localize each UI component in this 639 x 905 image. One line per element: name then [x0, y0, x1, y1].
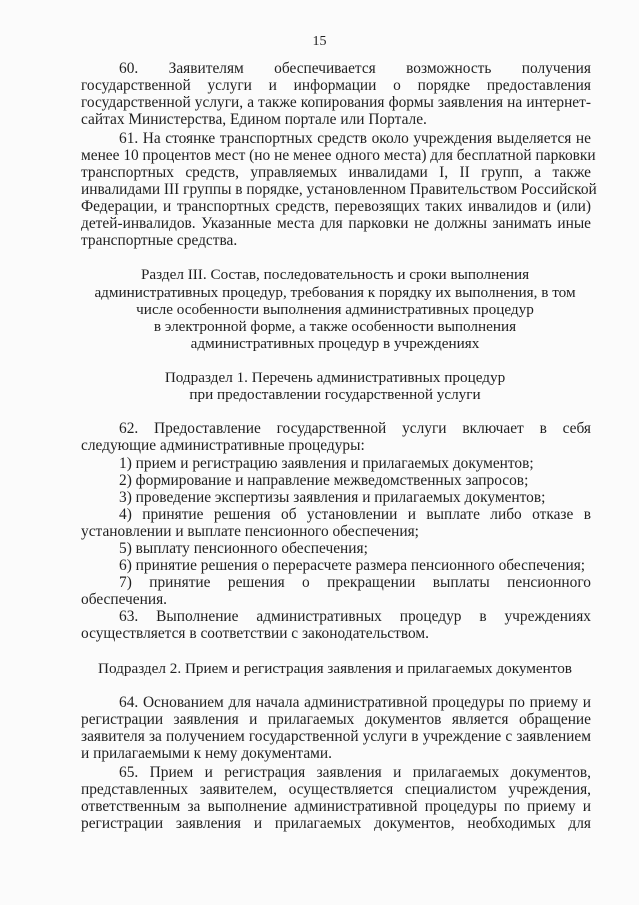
text-line: 65. Прием и регистрация заявления и прилагаемых документов, [119, 764, 591, 781]
text-line: осуществляется в соответствии с законодательством. [81, 625, 429, 642]
text-line: детей-инвалидов. Указанные места для парковки не должны занимать иные [81, 215, 591, 232]
text-line: следующие административные процедуры: [81, 437, 365, 454]
text-line: 63. Выполнение административных процедур в учреждениях [119, 608, 591, 625]
heading-line: в электронной форме, а также особенности выполнения [153, 318, 517, 335]
text-line: заявителя за получением государственной услуги в учреждение с заявлением [81, 728, 591, 745]
text-line: сайтах Министерства, Едином портале или Портале. [81, 111, 427, 128]
heading-line: Раздел III. Состав, последовательность и сроки выполнения [140, 266, 530, 283]
text-line: и прилагаемыми к нему документами. [81, 745, 332, 762]
text-line: менее 10 процентов мест (но не менее одного места) для бесплатной парковки [81, 147, 596, 164]
text-line: транспортных средств, управляемых инвалидами I, II групп, а также [81, 164, 591, 181]
list-item: 7) принятие решения о прекращении выплаты пенсионного [119, 574, 591, 591]
list-item: 3) проведение экспертизы заявления и прилагаемых документов; [119, 489, 546, 506]
text-line: государственной услуги и информации о порядке предоставления [81, 77, 591, 94]
text-line: 60. Заявителям обеспечивается возможность получения [119, 60, 591, 77]
heading-line: административных процедур в учреждениях [190, 335, 480, 352]
list-item-continuation: обеспечения. [81, 591, 168, 608]
list-item-continuation: установлении и выплате пенсионного обеспечения; [81, 523, 419, 540]
text-line: 61. На стоянке транспортных средств около учреждения выделяется не [119, 130, 591, 147]
list-item: 4) принятие решения об установлении и выплате либо отказе в [119, 506, 591, 523]
text-line: ответственным за выполнение административной процедуры по приему и [81, 798, 591, 815]
text-line: Федерации, и транспортных средств, перевозящих таких инвалидов и (или) [81, 198, 591, 215]
text-line: 62. Предоставление государственной услуги включает в себя [119, 420, 591, 437]
heading-line: при предоставлении государственной услуги [189, 386, 481, 403]
heading-line: числе особенности выполнения административных процедур [136, 301, 534, 318]
list-item: 1) прием и регистрацию заявления и прилагаемых документов; [119, 455, 534, 472]
list-item: 6) принятие решения о перерасчете размера пенсионного обеспечения; [119, 557, 586, 574]
text-line: регистрации заявления и прилагаемых документов является обращение [81, 711, 591, 728]
text-line: транспортные средства. [81, 232, 238, 249]
heading-line: административных процедур, требования к порядку их выполнения, в том [94, 284, 576, 301]
text-line: 64. Основанием для начала административной процедуры по приему и [119, 694, 591, 711]
subsection-heading: Подраздел 2. Прием и регистрация заявления и прилагаемых документов [98, 660, 572, 677]
text-line: государственной услуги, а также копирования формы заявления на интернет- [81, 94, 591, 111]
heading-line: Подраздел 1. Перечень административных процедур [164, 369, 506, 386]
list-item: 5) выплату пенсионного обеспечения; [119, 540, 368, 557]
text-line: регистрации заявления и прилагаемых документов, необходимых для [81, 815, 591, 832]
page-number: 15 [312, 34, 327, 49]
text-line: представленных заявителем, осуществляется специалистом учреждения, [81, 781, 591, 798]
text-line: инвалидами III группы в порядке, установленном Правительством Российской [81, 181, 597, 198]
list-item: 2) формирование и направление межведомственных запросов; [119, 472, 529, 489]
